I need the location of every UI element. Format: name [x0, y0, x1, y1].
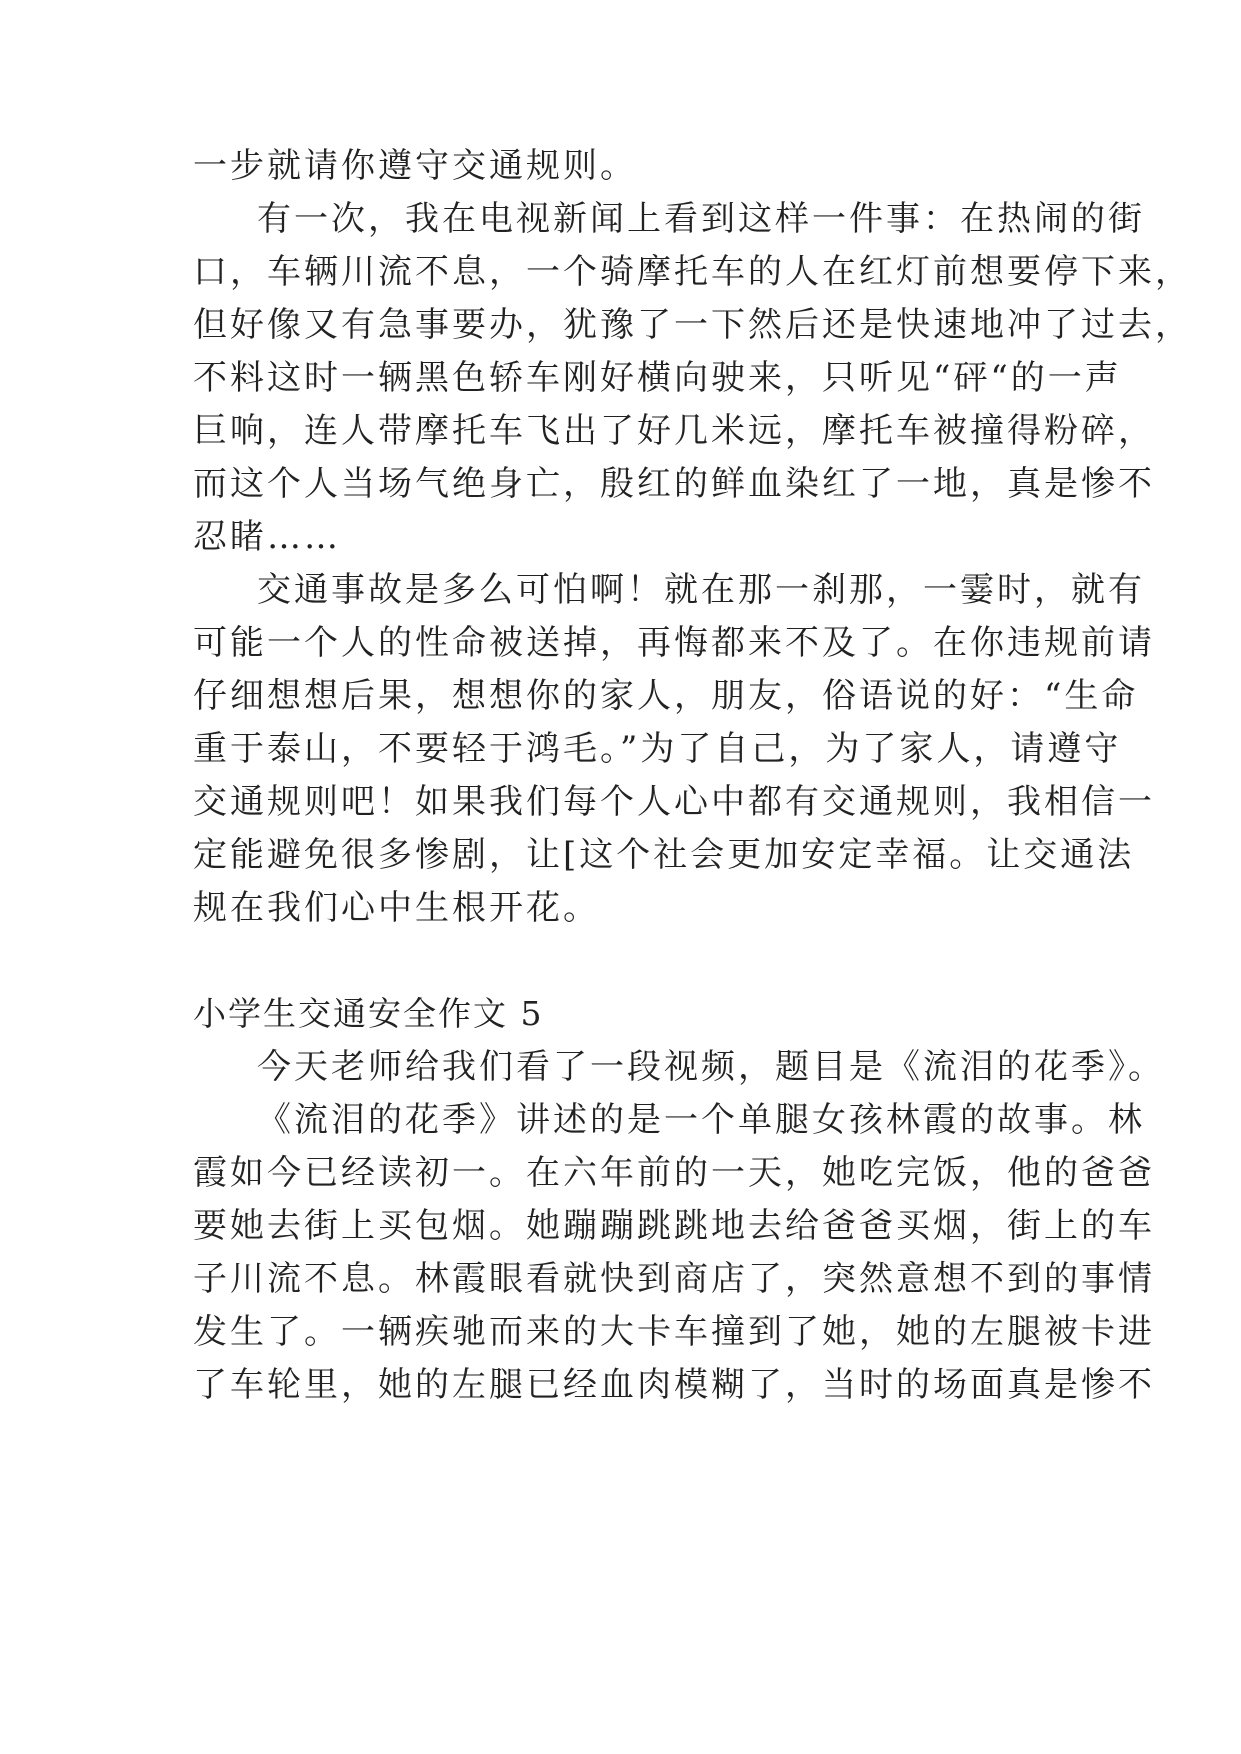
essay5-line-7: 了车轮里，她的左腿已经血肉模糊了，当时的场面真是惨不 [193, 1365, 1155, 1405]
essay5-line-6: 发生了。一辆疾驰而来的大卡车撞到了她，她的左腿被卡进 [193, 1312, 1155, 1352]
essay4-line-12: 重于泰山，不要轻于鸿毛。”为了自己，为了家人，请遵守 [193, 729, 1122, 769]
essay4-line-13: 交通规则吧！如果我们每个人心中都有交通规则，我相信一 [193, 782, 1155, 822]
essay5-line-5: 子川流不息。林霞眼看就快到商店了，突然意想不到的事情 [193, 1259, 1155, 1299]
essay5-line-3: 霞如今已经读初一。在六年前的一天，她吃完饭，他的爸爸 [193, 1153, 1155, 1193]
essay5-line-2: 《流泪的花季》讲述的是一个单腿女孩林霞的故事。林 [257, 1100, 1145, 1140]
essay4-line-6: 巨响，连人带摩托车飞出了好几米远，摩托车被撞得粉碎， [193, 411, 1155, 451]
essay4-line-2: 有一次，我在电视新闻上看到这样一件事：在热闹的街 [257, 199, 1145, 239]
essay4-line-7: 而这个人当场气绝身亡，殷红的鲜血染红了一地，真是惨不 [193, 464, 1155, 504]
essay4-line-9: 交通事故是多么可怕啊！就在那一刹那，一霎时，就有 [257, 570, 1145, 610]
essay4-line-3: 口，车辆川流不息，一个骑摩托车的人在红灯前想要停下来， [193, 252, 1192, 292]
essay4-line-4: 但好像又有急事要办，犹豫了一下然后还是快速地冲了过去， [193, 305, 1192, 345]
essay4-line-15: 规在我们心中生根开花。 [193, 888, 600, 928]
essay4-line-1: 一步就请你遵守交通规则。 [193, 146, 637, 186]
essay4-line-10: 可能一个人的性命被送掉，再悔都来不及了。在你违规前请 [193, 623, 1155, 663]
essay5-line-4: 要她去街上买包烟。她蹦蹦跳跳地去给爸爸买烟，街上的车 [193, 1206, 1155, 1246]
essay4-line-5: 不料这时一辆黑色轿车刚好横向驶来，只听见“砰“的一声 [193, 358, 1122, 398]
essay4-line-8: 忍睹…… [193, 517, 341, 557]
essay4-line-11: 仔细想想后果，想想你的家人，朋友，俗语说的好：“生命 [193, 676, 1139, 716]
essay5-line-1: 今天老师给我们看了一段视频，题目是《流泪的花季》。 [257, 1047, 1165, 1087]
essay4-line-14: 定能避免很多惨剧，让[这个社会更加安定幸福。让交通法 [193, 835, 1135, 875]
essay5-title: 小学生交通安全作文 5 [193, 994, 544, 1033]
